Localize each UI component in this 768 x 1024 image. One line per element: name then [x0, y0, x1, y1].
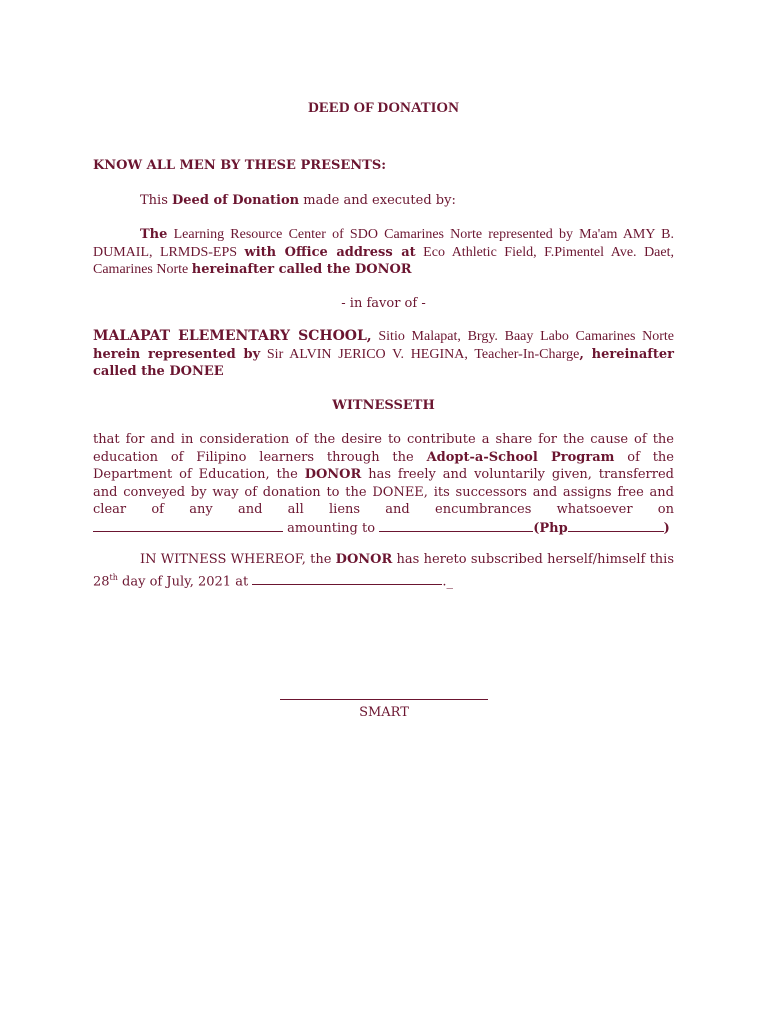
- intro-paragraph: This Deed of Donation made and executed by:: [140, 193, 456, 208]
- place-blank[interactable]: [252, 572, 442, 585]
- signatory-name: SMART: [359, 705, 409, 720]
- in-favor-of: - in favor of -: [341, 296, 426, 311]
- item-blank[interactable]: [93, 519, 283, 532]
- witness-paragraph: IN WITNESS WHEREOF, the DONOR has hereto subscribed herself/himself this 28th day of July, 2021 at ._: [93, 552, 674, 589]
- document-title: DEED OF DONATION: [308, 100, 459, 116]
- salutation: KNOW ALL MEN BY THESE PRESENTS:: [93, 158, 387, 173]
- donor-paragraph: The Learning Resource Center of SDO Camarines Norte represented by Ma'am AMY B. DUMAIL, LRMDS-EPS with Office address at Eco Athletic Field, F.Pimentel Ave. Daet, Camarines Norte hereinafter called the DONOR: [93, 227, 675, 277]
- signature-line[interactable]: [280, 699, 488, 700]
- donee-paragraph: MALAPAT ELEMENTARY SCHOOL, Sitio Malapat, Brgy. Baay Labo Camarines Norte herein represented by Sir ALVIN JERICO V. HEGINA, Teacher-In-Charge, hereinafter called the DONEE: [93, 328, 674, 379]
- witnesseth-heading: WITNESSETH: [332, 398, 435, 413]
- consideration-paragraph: that for and in consideration of the desire to contribute a share for the cause of the education of Filipino learners through the Adopt-a-School Program of the Department of Education, the DONOR has freely and voluntarily given, transferred and conveyed by way of donation to the DONEE, its successors and assigns free and clear of any and all liens and encumbrances whatsoever on amounting to (Php ): [93, 432, 674, 536]
- amount-words-blank[interactable]: [379, 519, 533, 532]
- amount-php-blank[interactable]: [568, 519, 664, 532]
